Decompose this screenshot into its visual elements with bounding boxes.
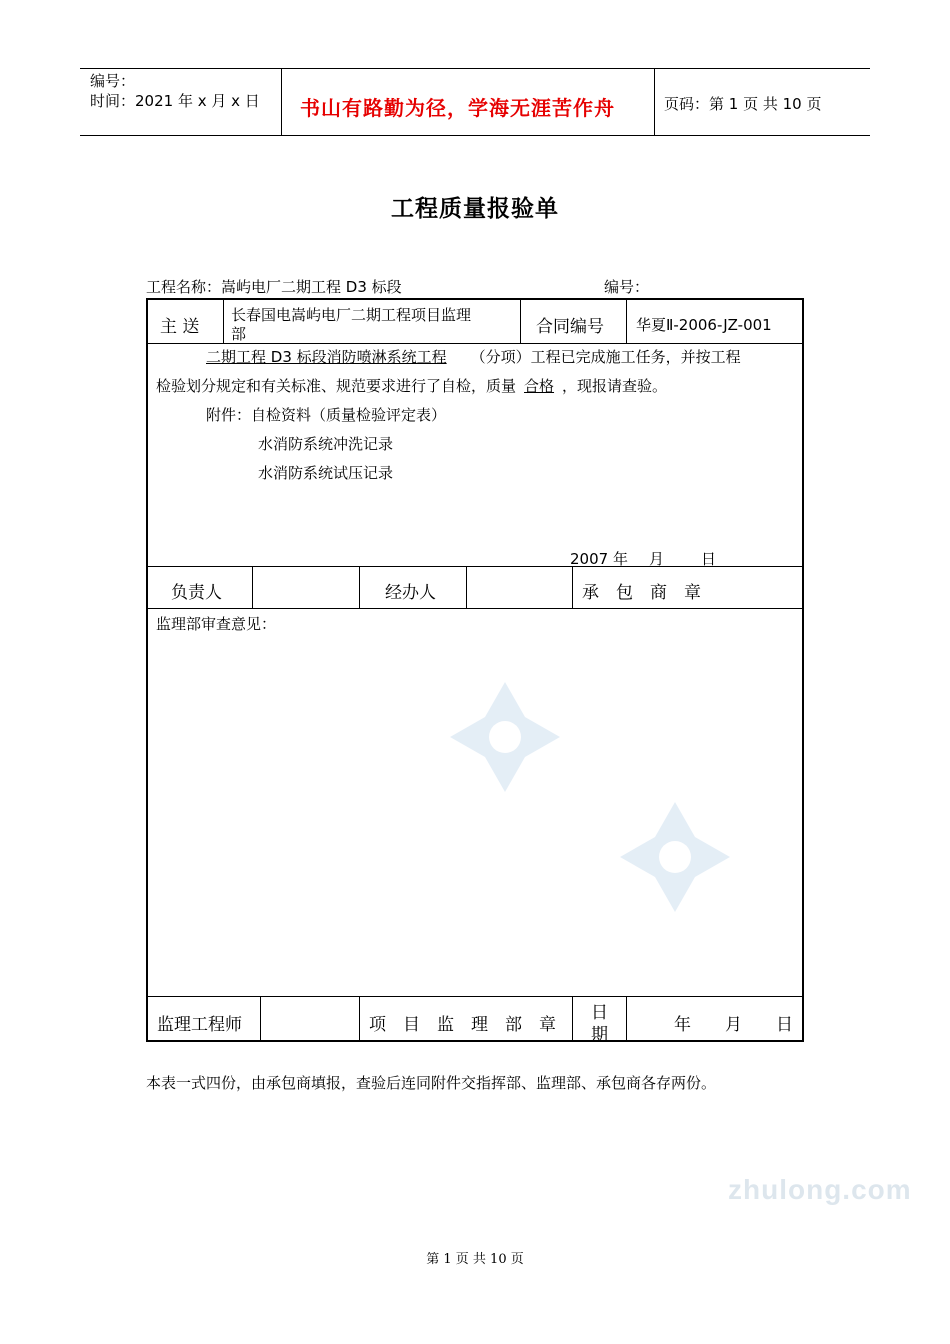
- motto-text: 书山有路勤为径，学海无涯苦作舟: [300, 96, 615, 120]
- header-divider-right: [654, 68, 655, 136]
- body-line1: [206, 346, 741, 367]
- review-label: 监理部审查意见：: [156, 615, 277, 633]
- col-rule: [466, 566, 467, 608]
- date-month: 月: [649, 550, 665, 568]
- header-top-rule: [80, 68, 870, 69]
- project-seal-label: 项 目 监 理 部 章: [369, 1015, 556, 1035]
- responsible-label: 负责人: [171, 583, 222, 603]
- contract-number-value: 华夏Ⅱ-2006-JZ-001: [636, 316, 772, 334]
- header-divider-left: [281, 68, 282, 136]
- col-rule: [223, 298, 224, 343]
- body-line2-post: ，现报请查验。: [562, 377, 668, 395]
- col-rule: [252, 566, 253, 608]
- page-info: 页码：第 1 页 共 10 页: [664, 95, 822, 113]
- engineer-label: 监理工程师: [157, 1015, 242, 1035]
- col-rule: [260, 996, 261, 1042]
- attachments-label: 附件：自检资料（质量检验评定表）: [206, 406, 447, 424]
- to-value-line2: 部: [231, 325, 247, 343]
- footnote: 本表一式四份，由承包商填报，查验后连同附件交指挥部、监理部、承包商各存两份。: [146, 1074, 717, 1092]
- date-label-bottom: 期: [591, 1025, 608, 1045]
- body-line2: [156, 375, 667, 396]
- quality-result: 合格: [524, 377, 555, 395]
- col-rule: [359, 996, 360, 1042]
- contract-number-label: 合同编号: [536, 317, 604, 337]
- date-year: 2007 年: [570, 550, 628, 568]
- project-number-label: 编号：: [604, 278, 650, 296]
- to-label: 主 送: [160, 317, 200, 337]
- watermark-text: zhulong.com: [728, 1174, 912, 1205]
- contractor-seal-label: 承 包 商 章: [582, 583, 701, 603]
- col-rule: [626, 298, 627, 343]
- col-rule: [572, 566, 573, 608]
- handler-label: 经办人: [385, 583, 436, 603]
- date-blank: 年 月 日: [674, 1015, 793, 1035]
- col-rule: [520, 298, 521, 343]
- date-day: 日: [701, 550, 717, 568]
- time-label: 时间：2021 年 x 月 x 日: [90, 92, 260, 110]
- row-rule: [146, 608, 804, 609]
- col-rule: [359, 566, 360, 608]
- attachment-flush-record: 水消防系统冲洗记录: [258, 435, 394, 453]
- date-label-top: 日: [591, 1003, 608, 1023]
- body-line2-pre: 检验划分规定和有关标准、规范要求进行了自检，质量: [156, 377, 517, 395]
- row-rule: [146, 996, 804, 997]
- serial-label: 编号：: [90, 72, 136, 90]
- attachment-pressure-record: 水消防系统试压记录: [258, 464, 394, 482]
- page-footer: 第 1 页 共 10 页: [426, 1252, 524, 1267]
- header-bottom-rule: [80, 135, 870, 136]
- project-name: 工程名称：嵩屿电厂二期工程 D3 标段: [146, 278, 402, 296]
- col-rule: [626, 996, 627, 1042]
- document-title: 工程质量报验单: [391, 196, 559, 222]
- body-line1-rest: （分项）工程已完成施工任务，并按工程: [470, 348, 741, 366]
- to-value-line1: 长春国电嵩屿电厂二期工程项目监理: [231, 306, 472, 324]
- item-name: 二期工程 D3 标段消防喷淋系统工程: [206, 348, 447, 366]
- col-rule: [572, 996, 573, 1042]
